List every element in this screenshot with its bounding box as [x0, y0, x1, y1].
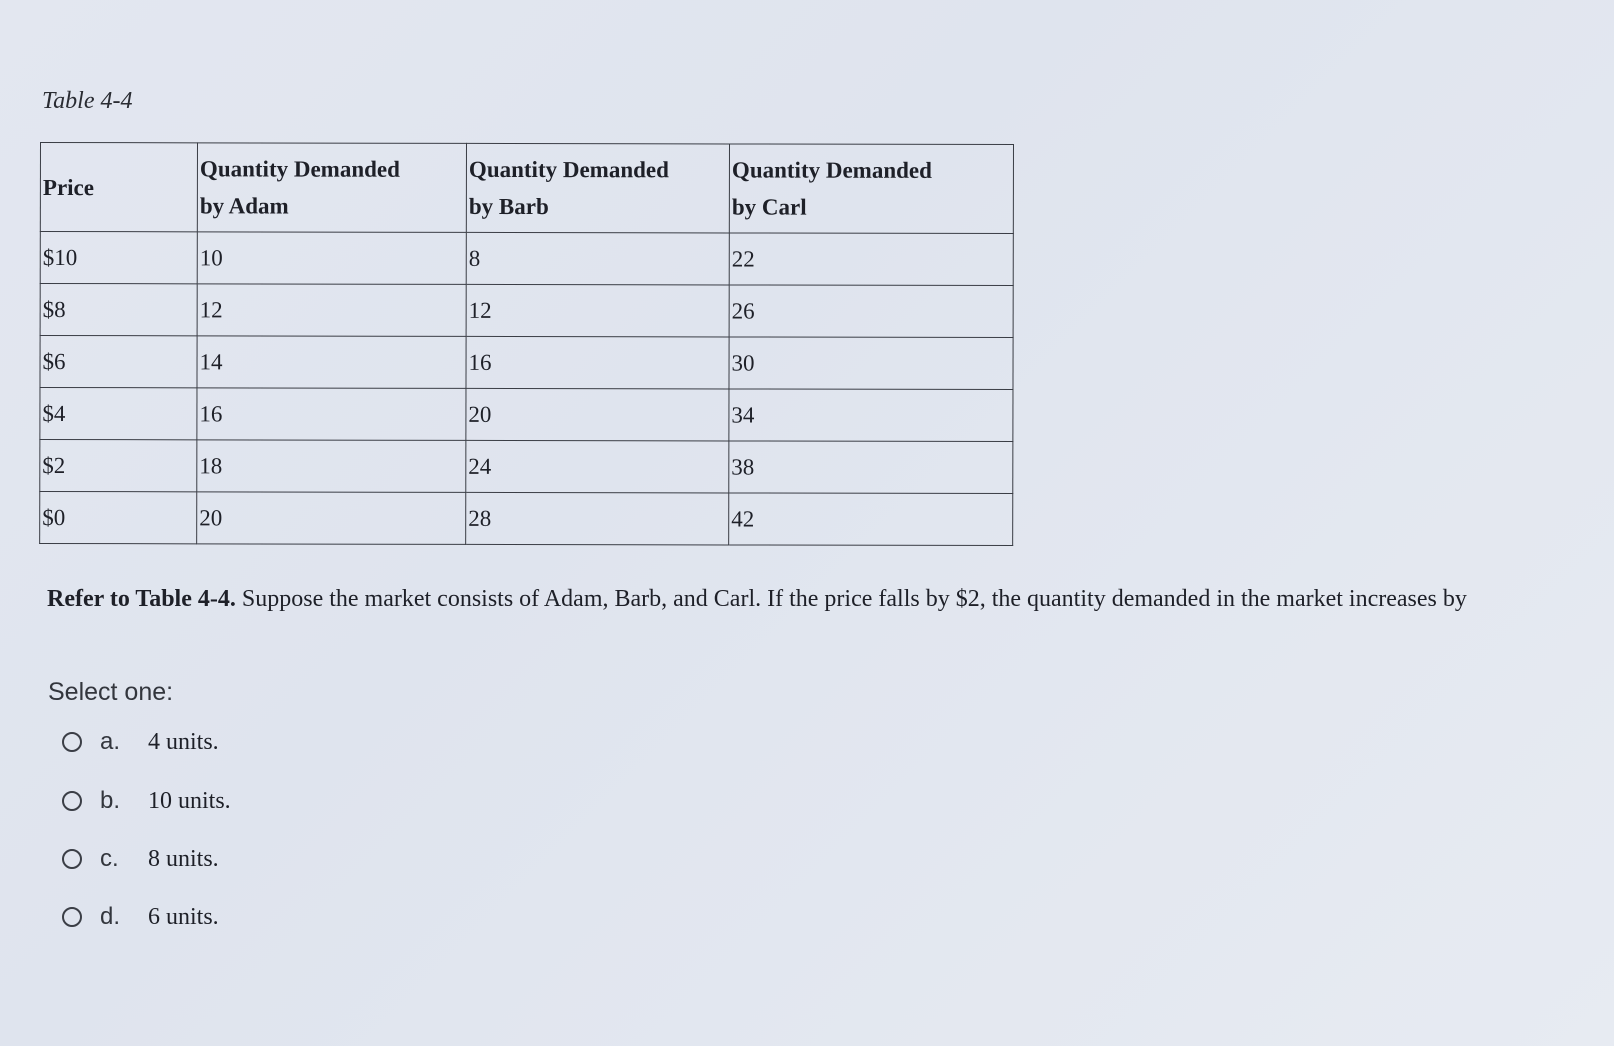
- table-caption: Table 4-4: [42, 88, 133, 114]
- cell-barb: 20: [466, 388, 729, 441]
- cell-adam: 12: [197, 284, 466, 337]
- cell-barb: 16: [466, 336, 729, 389]
- cell-price: $4: [40, 388, 197, 440]
- question-reference: Refer to Table 4-4.: [47, 586, 236, 612]
- cell-carl: 42: [729, 493, 1013, 546]
- option-letter: a.: [100, 728, 121, 755]
- radio-button-icon[interactable]: [62, 907, 82, 927]
- cell-carl: 34: [729, 389, 1013, 442]
- select-one-label: Select one:: [48, 678, 174, 706]
- cell-carl: 22: [729, 233, 1013, 286]
- cell-carl: 30: [729, 337, 1013, 390]
- header-price: [40, 143, 197, 232]
- table-header-row: [40, 143, 1013, 234]
- header-carl-line2: by Carl: [731, 194, 807, 220]
- table-row: [40, 284, 1013, 338]
- header-carl-line1: Quantity Demanded: [731, 157, 932, 183]
- header-barb: [466, 143, 729, 233]
- question-text: [47, 586, 1467, 613]
- option-a[interactable]: [62, 728, 219, 756]
- option-letter: b.: [100, 787, 121, 814]
- option-text: 4 units.: [148, 728, 219, 755]
- cell-adam: 14: [197, 336, 466, 389]
- radio-button-icon[interactable]: [62, 732, 82, 752]
- cell-barb: 12: [466, 284, 729, 337]
- option-d[interactable]: [62, 903, 219, 931]
- header-price-label: Price: [42, 174, 95, 200]
- cell-price: $2: [40, 440, 197, 492]
- option-text: 6 units.: [148, 903, 219, 930]
- demand-table: [39, 142, 1014, 546]
- cell-price: $8: [40, 284, 197, 336]
- cell-barb: 8: [466, 232, 729, 285]
- table-row: [40, 440, 1013, 494]
- cell-carl: 38: [729, 441, 1013, 494]
- option-c[interactable]: [62, 845, 219, 873]
- header-barb-line1: Quantity Demanded: [468, 156, 669, 183]
- cell-adam: 16: [197, 388, 466, 441]
- cell-price: $6: [40, 336, 197, 388]
- option-letter: c.: [100, 845, 119, 872]
- radio-button-icon[interactable]: [62, 791, 82, 811]
- cell-carl: 26: [729, 285, 1013, 338]
- cell-barb: 28: [466, 492, 729, 545]
- cell-adam: 18: [197, 440, 466, 493]
- option-text: 8 units.: [148, 845, 219, 872]
- header-adam: [197, 143, 466, 233]
- cell-adam: 20: [197, 492, 466, 545]
- table-row: [40, 492, 1013, 546]
- option-text: 10 units.: [148, 787, 231, 814]
- option-letter: d.: [100, 903, 121, 930]
- header-barb-line2: by Barb: [468, 193, 549, 220]
- cell-price: $10: [40, 232, 197, 284]
- header-adam-line2: by Adam: [199, 193, 289, 219]
- table-row: [40, 388, 1013, 442]
- cell-barb: 24: [466, 440, 729, 493]
- header-carl: [729, 144, 1013, 234]
- table-row: [40, 232, 1013, 286]
- question-body: Suppose the market consists of Adam, Barb, and Carl. If the price falls by $2, the quantity demanded in the market increases by: [241, 586, 1467, 612]
- cell-adam: 10: [197, 232, 466, 285]
- table-row: [40, 336, 1013, 390]
- header-adam-line1: Quantity Demanded: [199, 156, 400, 182]
- cell-price: $0: [40, 492, 197, 544]
- option-b[interactable]: [62, 787, 231, 815]
- radio-button-icon[interactable]: [62, 849, 82, 869]
